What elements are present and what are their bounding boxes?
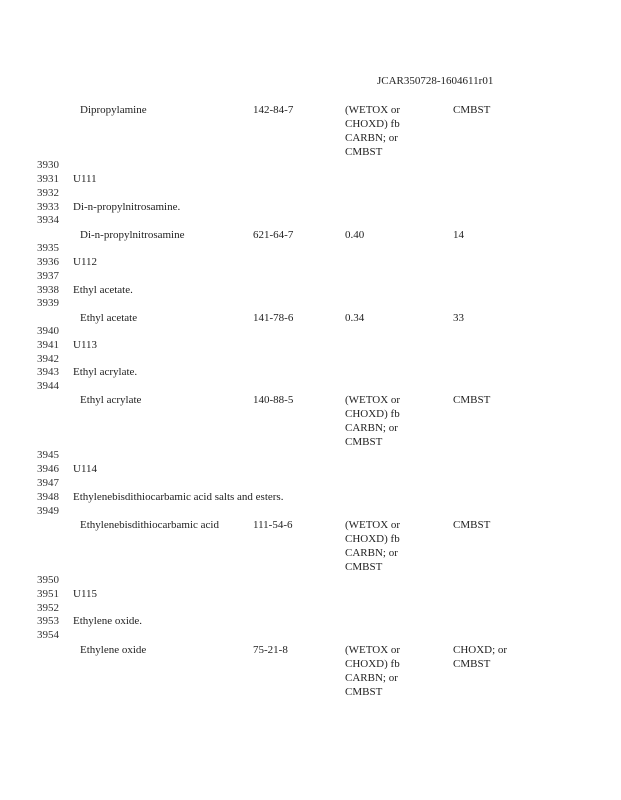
- waste-title: Ethylene oxide.: [73, 615, 143, 627]
- wastewater-standard: 0.40: [345, 229, 365, 241]
- line-number: 3943: [37, 366, 59, 378]
- line-number: 3953: [37, 615, 59, 627]
- cas-number: 621-64-7: [253, 229, 294, 241]
- line-number: 3940: [37, 325, 59, 337]
- constituent-name: Dipropylamine: [80, 104, 147, 116]
- line-number: 3947: [37, 477, 59, 489]
- line-number: 3945: [37, 449, 59, 461]
- waste-code: U114: [73, 463, 98, 475]
- line-number: 3936: [37, 256, 59, 268]
- document-id: JCAR350728-1604611r01: [377, 75, 494, 87]
- line-number: 3938: [37, 284, 59, 296]
- line-number: 3941: [37, 339, 59, 351]
- line-number: 3942: [37, 353, 59, 365]
- waste-title: Ethyl acrylate.: [73, 366, 138, 378]
- wastewater-standard: (WETOX or CHOXD) fb CARBN; or CMBST: [345, 519, 401, 573]
- wastewater-standard: 0.34: [345, 312, 365, 324]
- cas-number: 75-21-8: [253, 644, 288, 656]
- waste-code: U111: [73, 173, 97, 185]
- line-number: 3930: [37, 159, 59, 171]
- nonwastewater-standard: CMBST: [453, 394, 491, 406]
- line-number: 3932: [37, 187, 59, 199]
- constituent-name: Di-n-propylnitrosamine: [80, 229, 185, 241]
- wastewater-standard: (WETOX or CHOXD) fb CARBN; or CMBST: [345, 644, 401, 698]
- nonwastewater-standard: CHOXD; or CMBST: [453, 644, 508, 670]
- line-number: 3931: [37, 173, 59, 185]
- line-number: 3933: [37, 201, 59, 213]
- waste-title: Ethyl acetate.: [73, 284, 133, 296]
- wastewater-standard: (WETOX or CHOXD) fb CARBN; or CMBST: [345, 394, 401, 448]
- cas-number: 141-78-6: [253, 312, 294, 324]
- constituent-name: Ethyl acetate: [80, 312, 138, 324]
- cas-number: 140-88-5: [253, 394, 294, 406]
- line-number: 3944: [37, 380, 59, 392]
- nonwastewater-standard: 33: [453, 312, 464, 324]
- line-number: 3948: [37, 491, 59, 503]
- cas-number: 142-84-7: [253, 104, 294, 116]
- line-number: 3954: [37, 629, 59, 641]
- line-number: 3939: [37, 297, 59, 309]
- wastewater-standard: (WETOX or CHOXD) fb CARBN; or CMBST: [345, 104, 401, 158]
- cas-number: 111-54-6: [253, 519, 293, 531]
- line-number: 3946: [37, 463, 59, 475]
- waste-title: Ethylenebisdithiocarbamic acid salts and esters.: [73, 491, 284, 503]
- nonwastewater-standard: CMBST: [453, 519, 491, 531]
- waste-title: Di-n-propylnitrosamine.: [73, 201, 181, 213]
- waste-code: U112: [73, 256, 98, 268]
- line-number: 3935: [37, 242, 59, 254]
- line-number: 3952: [37, 602, 59, 614]
- constituent-name: Ethylene oxide: [80, 644, 147, 656]
- line-number: 3950: [37, 574, 59, 586]
- line-number: 3949: [37, 505, 59, 517]
- line-number: 3951: [37, 588, 59, 600]
- nonwastewater-standard: 14: [453, 229, 464, 241]
- waste-code: U113: [73, 339, 98, 351]
- line-number: 3937: [37, 270, 59, 282]
- nonwastewater-standard: CMBST: [453, 104, 491, 116]
- line-number: 3934: [37, 214, 59, 226]
- constituent-name: Ethylenebisdithiocarbamic acid: [80, 519, 219, 531]
- constituent-name: Ethyl acrylate: [80, 394, 142, 406]
- waste-code: U115: [73, 588, 98, 600]
